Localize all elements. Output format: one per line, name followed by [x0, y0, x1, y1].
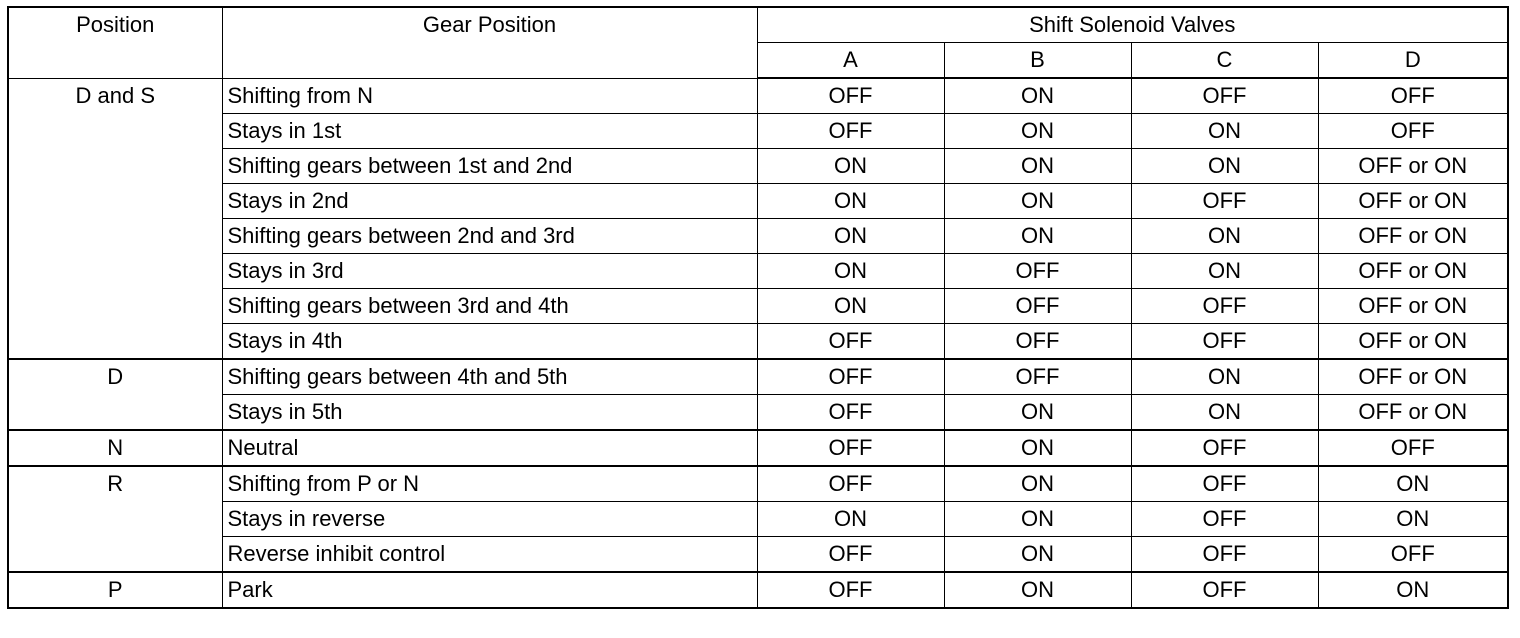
table-row [8, 502, 1508, 537]
gear-position-cell: Stays in 3rd [222, 254, 757, 289]
table-header [8, 7, 1508, 78]
valve-b-state-cell: ON [944, 114, 1131, 149]
header-row-main [8, 7, 1508, 43]
valve-a-state-cell: ON [757, 219, 944, 254]
header-gear-position: Gear Position [222, 7, 757, 78]
valve-a-state-cell: OFF [757, 430, 944, 466]
header-shift-solenoid-valves: Shift Solenoid Valves [757, 7, 1508, 43]
position-cell: D [8, 359, 222, 430]
valve-d-state-cell: OFF or ON [1318, 184, 1508, 219]
valve-a-state-cell: ON [757, 502, 944, 537]
gear-position-cell: Shifting gears between 1st and 2nd [222, 149, 757, 184]
table-row [8, 324, 1508, 360]
valve-b-state-cell: OFF [944, 289, 1131, 324]
table-row [8, 395, 1508, 431]
valve-b-state-cell: ON [944, 149, 1131, 184]
valve-c-state-cell: ON [1131, 219, 1318, 254]
gear-position-cell: Reverse inhibit control [222, 537, 757, 573]
valve-c-state-cell: OFF [1131, 537, 1318, 573]
gear-position-cell: Shifting gears between 2nd and 3rd [222, 219, 757, 254]
valve-d-state-cell: ON [1318, 466, 1508, 502]
gear-position-cell: Stays in 4th [222, 324, 757, 360]
header-valve-a: A [757, 43, 944, 79]
header-valve-d: D [1318, 43, 1508, 79]
valve-d-state-cell: OFF [1318, 78, 1508, 114]
valve-a-state-cell: ON [757, 184, 944, 219]
valve-b-state-cell: OFF [944, 359, 1131, 395]
valve-b-state-cell: ON [944, 572, 1131, 608]
valve-c-state-cell: ON [1131, 114, 1318, 149]
gear-position-cell: Shifting from N [222, 78, 757, 114]
valve-c-state-cell: OFF [1131, 430, 1318, 466]
valve-b-state-cell: ON [944, 184, 1131, 219]
valve-c-state-cell: OFF [1131, 572, 1318, 608]
table-row [8, 289, 1508, 324]
valve-d-state-cell: OFF or ON [1318, 149, 1508, 184]
valve-b-state-cell: ON [944, 537, 1131, 573]
table-row [8, 572, 1508, 608]
table-row [8, 430, 1508, 466]
valve-c-state-cell: OFF [1131, 289, 1318, 324]
table-row [8, 466, 1508, 502]
table-row [8, 219, 1508, 254]
valve-c-state-cell: OFF [1131, 78, 1318, 114]
valve-c-state-cell: ON [1131, 149, 1318, 184]
valve-a-state-cell: ON [757, 289, 944, 324]
valve-a-state-cell: ON [757, 254, 944, 289]
gear-position-cell: Stays in 1st [222, 114, 757, 149]
valve-d-state-cell: OFF or ON [1318, 219, 1508, 254]
valve-a-state-cell: OFF [757, 466, 944, 502]
gear-position-cell: Stays in 2nd [222, 184, 757, 219]
header-valve-b: B [944, 43, 1131, 79]
valve-d-state-cell: ON [1318, 572, 1508, 608]
table-body [8, 78, 1508, 608]
valve-a-state-cell: OFF [757, 324, 944, 360]
valve-b-state-cell: ON [944, 395, 1131, 431]
table-row [8, 149, 1508, 184]
valve-d-state-cell: OFF or ON [1318, 254, 1508, 289]
valve-c-state-cell: OFF [1131, 324, 1318, 360]
valve-c-state-cell: ON [1131, 395, 1318, 431]
valve-d-state-cell: OFF or ON [1318, 324, 1508, 360]
valve-a-state-cell: ON [757, 149, 944, 184]
valve-a-state-cell: OFF [757, 78, 944, 114]
valve-d-state-cell: OFF or ON [1318, 395, 1508, 431]
valve-d-state-cell: OFF or ON [1318, 359, 1508, 395]
table-row [8, 114, 1508, 149]
position-cell: D and S [8, 78, 222, 359]
valve-b-state-cell: ON [944, 430, 1131, 466]
valve-c-state-cell: ON [1131, 359, 1318, 395]
gear-position-cell: Park [222, 572, 757, 608]
valve-d-state-cell: OFF [1318, 537, 1508, 573]
gear-position-cell: Stays in reverse [222, 502, 757, 537]
valve-a-state-cell: OFF [757, 395, 944, 431]
valve-b-state-cell: ON [944, 219, 1131, 254]
valve-b-state-cell: ON [944, 466, 1131, 502]
valve-c-state-cell: OFF [1131, 502, 1318, 537]
position-cell: R [8, 466, 222, 572]
valve-d-state-cell: OFF [1318, 430, 1508, 466]
position-cell: N [8, 430, 222, 466]
solenoid-table-container [7, 6, 1507, 609]
table-row [8, 78, 1508, 114]
gear-position-cell: Shifting from P or N [222, 466, 757, 502]
valve-d-state-cell: OFF or ON [1318, 289, 1508, 324]
solenoid-valve-table [7, 6, 1509, 609]
table-row [8, 254, 1508, 289]
valve-c-state-cell: OFF [1131, 466, 1318, 502]
valve-c-state-cell: ON [1131, 254, 1318, 289]
position-cell: P [8, 572, 222, 608]
valve-a-state-cell: OFF [757, 572, 944, 608]
header-position: Position [8, 7, 222, 78]
gear-position-cell: Stays in 5th [222, 395, 757, 431]
valve-b-state-cell: OFF [944, 324, 1131, 360]
table-row [8, 537, 1508, 573]
valve-d-state-cell: ON [1318, 502, 1508, 537]
valve-b-state-cell: OFF [944, 254, 1131, 289]
valve-c-state-cell: OFF [1131, 184, 1318, 219]
valve-a-state-cell: OFF [757, 537, 944, 573]
header-valve-c: C [1131, 43, 1318, 79]
table-row [8, 359, 1508, 395]
valve-b-state-cell: ON [944, 78, 1131, 114]
table-row [8, 184, 1508, 219]
valve-a-state-cell: OFF [757, 359, 944, 395]
valve-a-state-cell: OFF [757, 114, 944, 149]
gear-position-cell: Neutral [222, 430, 757, 466]
valve-b-state-cell: ON [944, 502, 1131, 537]
gear-position-cell: Shifting gears between 3rd and 4th [222, 289, 757, 324]
valve-d-state-cell: OFF [1318, 114, 1508, 149]
gear-position-cell: Shifting gears between 4th and 5th [222, 359, 757, 395]
